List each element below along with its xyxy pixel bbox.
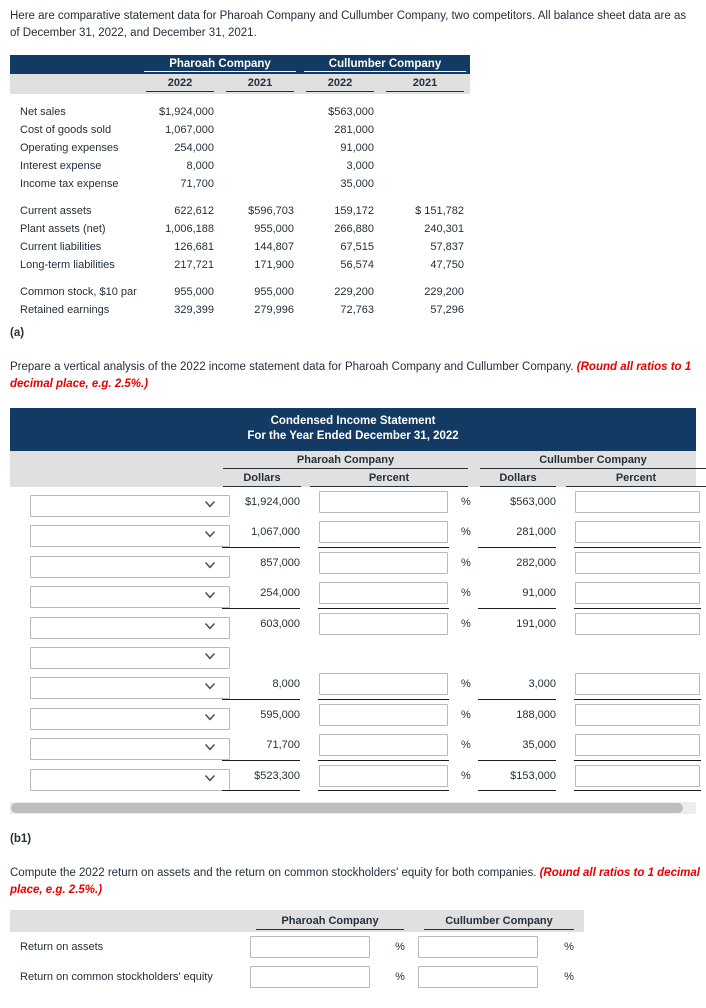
part-a-instruction: [10, 359, 696, 393]
pharoah-percent-input-10[interactable]: [319, 765, 448, 787]
comparative-data-table: [10, 55, 470, 319]
percent-sign: %: [461, 617, 471, 630]
cell-value: $ 151,782: [415, 205, 464, 217]
cell-value: 67,515: [340, 241, 374, 253]
cell-value: 229,200: [334, 286, 374, 298]
row-label: Current assets: [20, 205, 92, 217]
pharoah-dollars-value: 254,000: [260, 587, 300, 600]
cullumber-percent-input-5[interactable]: [575, 613, 700, 635]
table-row: [10, 238, 470, 256]
cell-value: 217,721: [174, 259, 214, 271]
part-b1-rounding-hint: (Round all ratios to 1 decimal place, e.g. 2.5%.): [10, 867, 700, 896]
year-header-pharoah-2021: 2021: [220, 74, 300, 94]
cell-value: 955,000: [174, 286, 214, 298]
row-label: Cost of goods sold: [20, 124, 112, 136]
account-select-8[interactable]: [30, 708, 230, 730]
income-statement-row: [10, 669, 696, 699]
comparative-year-header-row: [10, 74, 470, 94]
table-row: [10, 256, 470, 274]
income-statement-rows: [10, 487, 696, 791]
header-cullumber-percent: Percent: [566, 472, 706, 487]
pharoah-percent-input-4[interactable]: [319, 582, 448, 604]
cell-value: 171,900: [254, 259, 294, 271]
cullumber-percent-input-1[interactable]: [575, 491, 700, 513]
percent-sign: %: [461, 496, 471, 508]
return-on-assets-pharoah-input[interactable]: [250, 936, 370, 958]
account-select-3[interactable]: [30, 556, 230, 578]
income-statement-header: [10, 451, 696, 487]
income-statement-title: [10, 408, 696, 451]
row-label: Current liabilities: [20, 241, 102, 253]
pharoah-percent-input-7[interactable]: [319, 673, 448, 695]
pharoah-dollars-value: 71,700: [266, 739, 300, 752]
percent-sign: %: [461, 769, 471, 782]
account-select-wrapper: [20, 552, 220, 574]
cell-value: [220, 175, 300, 193]
cullumber-dollars-value: 281,000: [516, 526, 556, 539]
table-row: [10, 175, 470, 193]
cell-value: [220, 139, 300, 157]
cell-value: 72,763: [340, 304, 374, 316]
pharoah-percent-input-1[interactable]: [319, 491, 448, 513]
year-header-pharoah-2022: 2022: [140, 74, 220, 94]
header-pharoah-company: Pharoah Company: [140, 55, 300, 74]
cullumber-dollars-value: 191,000: [516, 617, 556, 630]
table-row: [10, 103, 470, 121]
header-cullumber-company: Cullumber Company: [300, 55, 470, 74]
account-select-wrapper: [20, 582, 220, 604]
cell-value: 91,000: [340, 142, 374, 154]
account-select-wrapper: [20, 521, 220, 543]
return-header-pharoah-company: Pharoah Company: [246, 910, 414, 932]
return-ratios-table: [10, 910, 584, 992]
account-select-wrapper: [20, 765, 220, 787]
pharoah-dollars-value: 857,000: [260, 556, 300, 569]
account-select-6[interactable]: [30, 647, 230, 669]
table-row: [10, 283, 470, 301]
income-statement-row: [10, 730, 696, 760]
cell-value: 1,067,000: [165, 124, 214, 136]
horizontal-scrollbar-thumb[interactable]: [11, 803, 683, 813]
pharoah-dollars-value: 8,000: [272, 678, 300, 691]
cell-value: 622,612: [174, 205, 214, 217]
row-label: Income tax expense: [20, 178, 119, 190]
account-select-4[interactable]: [30, 586, 230, 608]
percent-sign: %: [461, 708, 471, 721]
part-b1-instruction: [10, 865, 700, 899]
cell-value: 47,750: [430, 259, 464, 271]
table-row: [10, 932, 584, 962]
income-statement-title-line1: Condensed Income Statement: [270, 415, 436, 427]
header-pharoah-dollars: Dollars: [223, 472, 301, 487]
percent-sign: %: [461, 526, 471, 539]
table-row: [10, 202, 470, 220]
income-statement-row: [10, 548, 696, 578]
percent-sign: %: [461, 678, 471, 691]
account-select-wrapper: [20, 613, 220, 635]
cell-value: 71,700: [180, 178, 214, 190]
percent-sign: %: [395, 941, 405, 953]
account-select-7[interactable]: [30, 677, 230, 699]
percent-sign: %: [461, 587, 471, 600]
row-label: Operating expenses: [20, 142, 119, 154]
pharoah-dollars-value: 1,067,000: [251, 526, 300, 539]
comparative-company-header-row: [10, 55, 470, 74]
row-label: Long-term liabilities: [20, 259, 115, 271]
header-cullumber-company: Cullumber Company: [480, 454, 706, 469]
income-statement-title-line2: For the Year Ended December 31, 2022: [247, 430, 459, 442]
cell-value: 3,000: [346, 160, 374, 172]
income-statement-row: [10, 609, 696, 639]
row-label: Return on assets: [20, 941, 104, 953]
cell-value: 159,172: [334, 205, 374, 217]
income-statement-row: [10, 578, 696, 608]
account-select-9[interactable]: [30, 738, 230, 760]
cell-value: 56,574: [340, 259, 374, 271]
cullumber-percent-input-8[interactable]: [575, 704, 700, 726]
account-select-wrapper: [20, 491, 220, 513]
cell-value: 281,000: [334, 124, 374, 136]
percent-sign: %: [564, 941, 574, 953]
account-select-10[interactable]: [30, 769, 230, 791]
cell-value: 329,399: [174, 304, 214, 316]
table-row: [10, 962, 584, 992]
return-header-cullumber-company: Cullumber Company: [414, 910, 584, 932]
percent-sign: %: [564, 971, 574, 983]
cell-value: 144,807: [254, 241, 294, 253]
return-on-assets-cullumber-cell: [414, 932, 554, 962]
cell-value: 279,996: [254, 304, 294, 316]
pharoah-dollars-value: $523,300: [254, 769, 300, 782]
cell-value: 57,837: [430, 241, 464, 253]
account-select-wrapper: [20, 734, 220, 756]
part-a-instruction-plain: Prepare a vertical analysis of the 2022 income statement data for Pharoah Company and Cullumber Company.: [10, 361, 577, 373]
cell-value: [380, 121, 470, 139]
cullumber-dollars-value: 3,000: [528, 678, 556, 691]
return-on-assets-cullumber-input[interactable]: [418, 936, 538, 958]
table-row: [10, 220, 470, 238]
return-on-equity-pharoah-input[interactable]: [250, 966, 370, 988]
cell-value: [380, 139, 470, 157]
header-cullumber-dollars: Dollars: [480, 472, 556, 487]
pharoah-percent-input-2[interactable]: [319, 521, 448, 543]
row-label: Plant assets (net): [20, 223, 106, 235]
row-gap: [10, 274, 470, 283]
cell-value: 1,006,188: [165, 223, 214, 235]
account-select-1[interactable]: [30, 495, 230, 517]
cell-value: $563,000: [328, 106, 374, 118]
account-select-2[interactable]: [30, 525, 230, 547]
cell-value: 955,000: [254, 223, 294, 235]
row-label: Net sales: [20, 106, 66, 118]
cell-value: 8,000: [186, 160, 214, 172]
row-label: Common stock, $10 par: [20, 286, 137, 298]
pharoah-percent-input-3[interactable]: [319, 552, 448, 574]
income-statement-row: [10, 639, 696, 669]
subtotal-rule: [318, 790, 449, 791]
cullumber-dollars-value: 91,000: [522, 587, 556, 600]
cell-value: [220, 103, 300, 121]
cell-value: $1,924,000: [158, 106, 214, 118]
table-row: [10, 301, 470, 319]
cullumber-dollars-value: 282,000: [516, 556, 556, 569]
pharoah-dollars-value: 595,000: [260, 708, 300, 721]
account-select-5[interactable]: [30, 617, 230, 639]
subtotal-rule: [574, 790, 701, 791]
account-select-wrapper: [20, 704, 220, 726]
row-label: Return on common stockholders' equity: [20, 971, 213, 983]
account-select-wrapper: [20, 673, 220, 695]
income-statement-row: [10, 700, 696, 730]
cullumber-dollars-value: $153,000: [510, 769, 556, 782]
intro-paragraph: Here are comparative statement data for Pharoah Company and Cullumber Company, two competitors. All balance sheet data are as of December 31, 2022, and December 31, 2021.: [10, 10, 687, 39]
percent-sign: %: [461, 739, 471, 752]
return-on-equity-pharoah-cell: [246, 962, 386, 992]
return-on-equity-cullumber-cell: [414, 962, 554, 992]
cell-value: 126,681: [174, 241, 214, 253]
row-label: Interest expense: [20, 160, 102, 172]
part-b1-label: (b1): [10, 833, 32, 845]
condensed-income-statement-panel: [10, 408, 696, 791]
cell-value: [380, 175, 470, 193]
return-table-header-row: [10, 910, 584, 932]
cell-value: $596,703: [248, 205, 294, 217]
return-on-equity-cullumber-input[interactable]: [418, 966, 538, 988]
cell-value: 254,000: [174, 142, 214, 154]
cell-value: [220, 157, 300, 175]
cullumber-percent-input-7[interactable]: [575, 673, 700, 695]
cullumber-percent-input-10[interactable]: [575, 765, 700, 787]
cullumber-dollars-value: 188,000: [516, 708, 556, 721]
header-pharoah-company: Pharoah Company: [223, 454, 468, 469]
pharoah-dollars-value: $1,924,000: [244, 496, 300, 508]
header-pharoah-percent: Percent: [310, 472, 468, 487]
cell-value: 240,301: [424, 223, 464, 235]
year-header-spacer: [10, 74, 140, 94]
cullumber-percent-input-3[interactable]: [575, 552, 700, 574]
income-statement-row: [10, 761, 696, 791]
pharoah-percent-input-8[interactable]: [319, 704, 448, 726]
return-header-spacer: [10, 910, 246, 932]
pharoah-percent-input-9[interactable]: [319, 734, 448, 756]
row-gap: [10, 193, 470, 202]
cullumber-dollars-value: $563,000: [510, 496, 556, 508]
cullumber-percent-input-4[interactable]: [575, 582, 700, 604]
cell-value: 35,000: [340, 178, 374, 190]
part-a-label: (a): [10, 327, 25, 339]
income-statement-row: [10, 517, 696, 547]
year-header-cullumber-2022: 2022: [300, 74, 380, 94]
row-label: Retained earnings: [20, 304, 110, 316]
table-row: [10, 121, 470, 139]
subtotal-rule: [222, 790, 300, 791]
pharoah-percent-input-5[interactable]: [319, 613, 448, 635]
cell-value: [380, 157, 470, 175]
table-row: [10, 157, 470, 175]
cell-value: [380, 103, 470, 121]
account-select-wrapper: [20, 643, 220, 665]
cullumber-percent-input-2[interactable]: [575, 521, 700, 543]
part-b1-instruction-plain: Compute the 2022 return on assets and the return on common stockholders' equity for both companies.: [10, 867, 540, 879]
header-spacer: [10, 55, 140, 74]
return-on-assets-pharoah-cell: [246, 932, 386, 962]
table-row: [10, 139, 470, 157]
cell-value: 266,880: [334, 223, 374, 235]
cell-value: 57,296: [430, 304, 464, 316]
cell-value: 229,200: [424, 286, 464, 298]
percent-sign: %: [395, 971, 405, 983]
part-a-rounding-hint: (Round all ratios to 1 decimal place, e.g. 2.5%.): [10, 361, 692, 390]
row-gap: [10, 94, 470, 103]
cell-value: [220, 121, 300, 139]
income-statement-row: [10, 487, 696, 517]
cullumber-percent-input-9[interactable]: [575, 734, 700, 756]
pharoah-dollars-value: 603,000: [260, 617, 300, 630]
cell-value: 955,000: [254, 286, 294, 298]
subtotal-rule: [478, 790, 556, 791]
percent-sign: %: [461, 556, 471, 569]
cullumber-dollars-value: 35,000: [522, 739, 556, 752]
year-header-cullumber-2021: 2021: [380, 74, 470, 94]
